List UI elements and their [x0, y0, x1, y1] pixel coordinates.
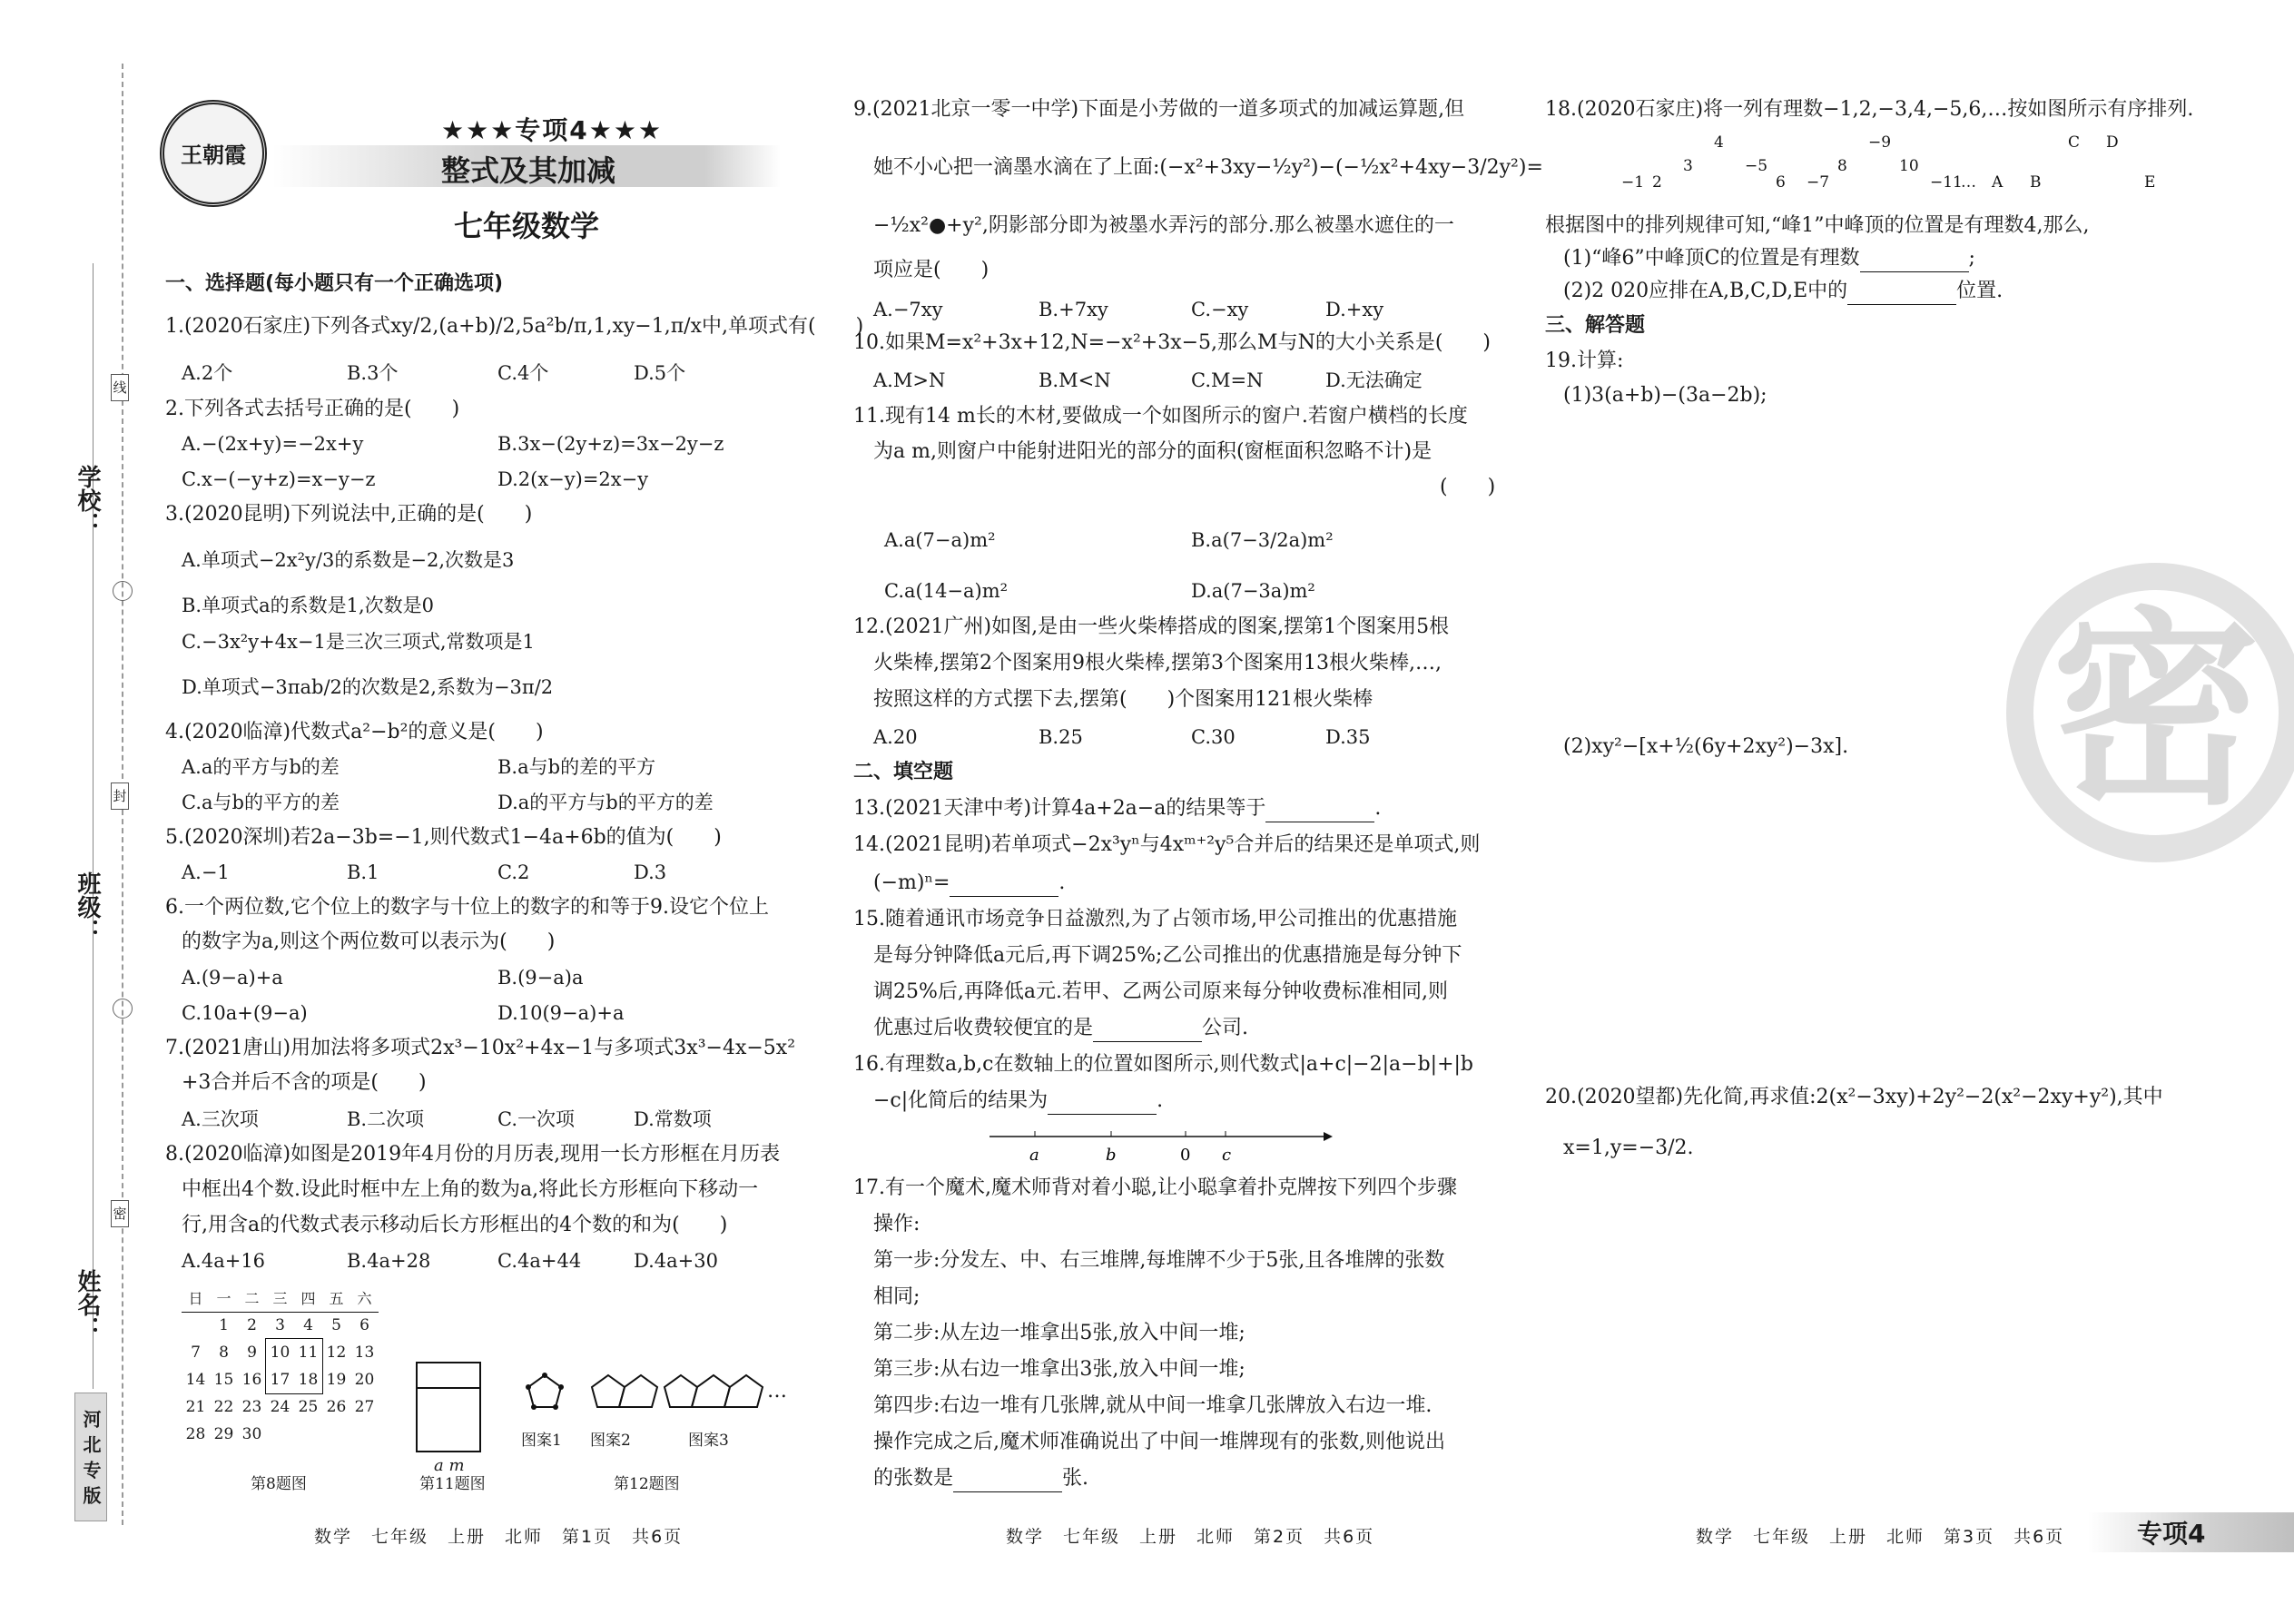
option: D.单项式−3πab/2的次数是2,系数为−3π/2 [182, 676, 554, 698]
calendar-cell: 6 [359, 1316, 369, 1335]
option: B.+7xy [1039, 299, 1108, 320]
header-badge: ★★★专项4★★★ [441, 115, 664, 145]
question-line: 7.(2021唐山)用加法将多项式2x³−10x²+4x−1与多项式3x³−4x−5x² [165, 1037, 796, 1059]
question-line: 10.如果M=x²+3x+12,N=−x²+3x−5,那么M与N的大小关系是( ) [853, 331, 1491, 354]
option: B.单项式a的系数是1,次数是0 [182, 595, 435, 616]
question-line: (1)“峰6”中峰顶C的位置是有理数 ; [1563, 245, 1975, 272]
calendar-cell: 1 [219, 1316, 229, 1335]
calendar-cell: 11 [298, 1343, 319, 1362]
corner-tag: 专项4 [2137, 1519, 2206, 1549]
axis-label: a [1029, 1146, 1039, 1165]
question-line: 13.(2021天津中考)计算4a+2a−a的结果等于 . [853, 795, 1381, 822]
sequence-term: −9 [1868, 133, 1892, 152]
calendar-cell: 5 [331, 1316, 341, 1335]
axis-label: b [1106, 1146, 1117, 1165]
question-line: 为a m,则窗户中能射进阳光的部分的面积(窗框面积忽略不计)是 [873, 440, 1433, 463]
question-line: 17.有一个魔术,魔术师背对着小聪,让小聪拿着扑克牌按下列四个步骤 [853, 1176, 1457, 1199]
option: C.−3x²y+4x−1是三次三项式,常数项是1 [182, 631, 535, 653]
question-line: 操作完成之后,魔术师准确说出了中间一堆牌现有的张数,则他说出 [873, 1431, 1445, 1453]
option: D.2(x−y)=2x−y [497, 468, 649, 490]
sequence-term: A [1992, 173, 2004, 192]
question-line: 5.(2020深圳)若2a−3b=−1,则代数式1−4a+6b的值为( ) [165, 826, 722, 849]
question-line: 20.(2020望都)先化简,再求值:2(x²−3xy)+2y²−2(x²−2xy+y²),其中 [1545, 1086, 2163, 1108]
calendar-cell: 9 [247, 1343, 257, 1362]
option: A.4a+16 [182, 1250, 266, 1272]
question-line: −½x²●+y²,阴影部分即为被墨水弄污的部分.那么被墨水遮住的一 [873, 214, 1454, 237]
question-line: 11.现有14 m长的木材,要做成一个如图所示的窗户.若窗户横档的长度 [853, 405, 1468, 428]
calendar-row [182, 1393, 379, 1421]
calendar-cell: 一 [210, 1284, 238, 1312]
question-line: 3.(2020昆明)下列说法中,正确的是( ) [165, 503, 533, 526]
question-line: 19.计算: [1545, 349, 1624, 372]
calendar-cell: 4 [303, 1316, 313, 1335]
question-line: 9.(2021北京一零一中学)下面是小芳做的一道多项式的加减运算题,但 [853, 98, 1465, 121]
question-line: 她不小心把一滴墨水滴在了上面:(−x²+3xy−½y²)−(−½x²+4xy−3/2y²)= [873, 156, 1543, 179]
calendar-cell [182, 1312, 210, 1339]
watermark-seal: 密 [2006, 563, 2294, 862]
calendar-cell: 三 [266, 1284, 294, 1312]
section-heading: 二、填空题 [853, 761, 954, 783]
question-line: 2.下列各式去括号正确的是( ) [165, 398, 460, 420]
option: D.+xy [1325, 299, 1384, 320]
window-label: a m [434, 1456, 465, 1475]
calendar-cell: 24 [270, 1398, 290, 1416]
calendar-cell: 20 [354, 1371, 375, 1389]
question-line: 行,用含a的代数式表示移动后长方形框出的4个数的和为( ) [182, 1214, 728, 1236]
calendar-cell: 29 [213, 1425, 234, 1443]
calendar-cell: 22 [213, 1398, 234, 1416]
number-line-figure [980, 1122, 1334, 1167]
calendar-cell: 12 [326, 1343, 347, 1362]
option: A.−(2x+y)=−2x+y [182, 433, 364, 455]
option: C.10a+(9−a) [182, 1002, 308, 1024]
question-line: 16.有理数a,b,c在数轴上的位置如图所示,则代数式|a+c|−2|a−b|+|b [853, 1053, 1474, 1076]
calendar-cell: 四 [294, 1284, 322, 1312]
calendar-cell: 14 [185, 1371, 206, 1389]
option: C.−xy [1191, 299, 1249, 320]
question-line: (−m)ⁿ= . [873, 870, 1065, 897]
sequence-figure [1618, 129, 2181, 202]
question-line: 的数字为a,则这个两位数可以表示为( ) [182, 930, 556, 953]
question-line: 第四步:右边一堆有几张牌,就从中间一堆拿几张牌放入右边一堆. [873, 1394, 1433, 1417]
calendar-cell [294, 1421, 322, 1448]
calendar-cell: 28 [185, 1425, 206, 1443]
calendar-cell: 23 [241, 1398, 262, 1416]
option: B.二次项 [347, 1108, 425, 1130]
calendar-cell: 8 [219, 1343, 229, 1362]
question-line: 项应是( ) [873, 259, 989, 281]
sequence-term: B [2030, 173, 2042, 192]
option: D.35 [1325, 726, 1371, 748]
option: B.25 [1039, 726, 1083, 748]
question-line: 的张数是 张. [873, 1465, 1088, 1492]
option: A.−7xy [873, 299, 943, 320]
figure-caption: 第11题图 [419, 1475, 486, 1493]
question-line: 6.一个两位数,它个位上的数字与十位上的数字的和等于9.设它个位上 [165, 896, 769, 919]
option: B.3个 [347, 362, 399, 384]
sequence-term: −5 [1745, 157, 1768, 175]
page-footer: 数学 七年级 上册 北师 第1页 共6页 [314, 1527, 684, 1547]
calendar-cell: 17 [270, 1371, 290, 1389]
option: B.a(7−3/2a)m² [1191, 529, 1334, 551]
name-label: 姓名： [74, 1269, 101, 1340]
calendar-cell [322, 1421, 350, 1448]
question-line: 12.(2021广州)如图,是由一些火柴棒搭成的图案,摆第1个图案用5根 [853, 615, 1450, 638]
option: D.10(9−a)+a [497, 1002, 625, 1024]
option: D.无法确定 [1325, 369, 1423, 391]
section-heading: 一、选择题(每小题只有一个正确选项) [165, 272, 504, 295]
option: C.一次项 [497, 1108, 575, 1130]
option: B.3x−(2y+z)=3x−2y−z [497, 433, 724, 455]
question-line: 第三步:从右边一堆拿出3张,放入中间一堆; [873, 1358, 1245, 1381]
question-line: 18.(2020石家庄)将一列有理数−1,2,−3,4,−5,6,…按如图所示有序排列. [1545, 98, 2194, 121]
option: B.4a+28 [347, 1250, 431, 1272]
calendar-cell: 16 [241, 1371, 262, 1389]
sequence-term: −7 [1807, 173, 1830, 192]
calendar-cell: 30 [241, 1425, 262, 1443]
question-line: ( ) [1440, 476, 1496, 498]
option: B.(9−a)a [497, 967, 584, 989]
option: D.5个 [634, 362, 686, 384]
question-line: 按照这样的方式摆下去,摆第( )个图案用121根火柴棒 [873, 688, 1373, 711]
question-line: x=1,y=−3/2. [1563, 1137, 1694, 1159]
calendar-cell: 26 [326, 1398, 347, 1416]
calendar-row [182, 1312, 379, 1339]
class-label: 班级： [74, 871, 101, 942]
figure-caption: 第8题图 [251, 1475, 307, 1493]
figure-caption: 第12题图 [614, 1475, 680, 1493]
binder-mark-xian: 线 [111, 374, 129, 401]
region-badge: 河北专版 [74, 1393, 107, 1521]
pattern-label: 图案3 [688, 1432, 729, 1450]
question-line: (2)xy²−[x+½(6y+2xy²)−3x]. [1563, 735, 1849, 758]
sequence-term: 10 [1899, 157, 1919, 175]
sequence-term: −1 [1621, 173, 1645, 192]
option: A.M>N [873, 369, 946, 391]
binder-hole-icon [113, 999, 133, 1019]
option: A.(9−a)+a [182, 967, 283, 989]
calendar-cell: 21 [185, 1398, 206, 1416]
sequence-term: E [2144, 173, 2156, 192]
calendar-cell: 18 [298, 1371, 319, 1389]
calendar-cell: 25 [298, 1398, 319, 1416]
brand-logo: 王朝霞 [160, 100, 267, 207]
school-label: 学校： [74, 465, 101, 536]
calendar-row [182, 1421, 379, 1448]
option: C.4个 [497, 362, 549, 384]
axis-label: c [1222, 1146, 1232, 1165]
option: C.a(14−a)m² [884, 580, 1009, 602]
page-footer: 数学 七年级 上册 北师 第2页 共6页 [1006, 1527, 1375, 1547]
question-line: 火柴棒,摆第2个图案用9根火柴棒,摆第3个图案用13根火柴棒,…, [873, 652, 1442, 674]
question-line: (2)2 020应排在A,B,C,D,E中的 位置. [1563, 278, 2003, 305]
option: B.1 [347, 861, 379, 883]
sequence-term: 2 [1652, 173, 1662, 192]
sequence-term: 3 [1683, 157, 1693, 175]
binder-hole-icon [113, 581, 133, 601]
sequence-term: 6 [1776, 173, 1786, 192]
calendar-cell: 19 [326, 1371, 347, 1389]
option: B.M<N [1039, 369, 1111, 391]
section-heading: 三、解答题 [1545, 314, 1646, 337]
pattern-label: 图案1 [521, 1432, 562, 1450]
option: D.3 [634, 861, 667, 883]
option: B.a与b的差的平方 [497, 756, 656, 778]
question-line: 相同; [873, 1285, 921, 1308]
calendar-cell: 2 [247, 1316, 257, 1335]
option: A.三次项 [182, 1108, 259, 1130]
page-footer: 数学 七年级 上册 北师 第3页 共6页 [1696, 1527, 2065, 1547]
pattern-ellipsis: … [767, 1380, 787, 1403]
binder-mark-mi: 密 [111, 1200, 129, 1227]
calendar-cell: 二 [238, 1284, 266, 1312]
question-line: 4.(2020临漳)代数式a²−b²的意义是( ) [165, 721, 544, 743]
calendar-cell [266, 1421, 294, 1448]
sequence-term: … [1961, 173, 1976, 192]
binder-mark-feng: 封 [111, 782, 129, 810]
calendar-cell: 7 [191, 1343, 201, 1362]
calendar-frame [265, 1338, 323, 1394]
question-line: 调25%后,再降低a元.若甲、乙两公司原来每分钟收费标准相同,则 [873, 980, 1448, 1003]
calendar-cell: 27 [354, 1398, 375, 1416]
option: C.x−(−y+z)=x−y−z [182, 468, 376, 490]
calendar-cell: 3 [275, 1316, 285, 1335]
calendar-cell: 六 [350, 1284, 379, 1312]
option: A.−1 [182, 861, 230, 883]
calendar-cell: 13 [354, 1343, 375, 1362]
question-line: +3合并后不含的项是( ) [182, 1071, 427, 1094]
calendar-cell: 15 [213, 1371, 234, 1389]
question-line: 中框出4个数.设此时框中左上角的数为a,将此长方形框向下移动一 [182, 1178, 759, 1201]
question-line: 14.(2021昆明)若单项式−2x³yⁿ与4xᵐ⁺²y⁵合并后的结果还是单项式,则 [853, 833, 1481, 856]
question-line: 优惠过后收费较便宜的是 公司. [873, 1015, 1248, 1042]
calendar-cell: 日 [182, 1284, 210, 1312]
question-line: 操作: [873, 1213, 921, 1235]
sequence-term: C [2068, 133, 2081, 152]
question-line: 根据图中的排列规律可知,“峰1”中峰顶的位置是有理数4,那么, [1545, 214, 2090, 237]
question-line: 第二步:从左边一堆拿出5张,放入中间一堆; [873, 1322, 1245, 1344]
option: A.a的平方与b的差 [182, 756, 340, 778]
question-line: 1.(2020石家庄)下列各式xy/2,(a+b)/2,5a²b/π,1,xy−1,π/x中,单项式有( ) [165, 315, 864, 338]
question-line: 15.随着通讯市场竞争日益激烈,为了占领市场,甲公司推出的优惠措施 [853, 908, 1457, 930]
option: C.a与b的平方的差 [182, 792, 340, 813]
calendar-row [182, 1284, 379, 1312]
calendar-cell [350, 1421, 379, 1448]
option: A.a(7−a)m² [884, 529, 996, 551]
option: C.2 [497, 861, 530, 883]
option: C.M=N [1191, 369, 1264, 391]
question-line: (1)3(a+b)−(3a−2b); [1563, 384, 1767, 407]
question-line: 8.(2020临漳)如图是2019年4月份的月历表,现用一长方形框在月历表 [165, 1143, 781, 1166]
pattern-label: 图案2 [590, 1432, 631, 1450]
sequence-term: −11 [1930, 173, 1963, 192]
option: D.常数项 [634, 1108, 712, 1130]
axis-label: 0 [1180, 1146, 1191, 1165]
calendar-cell: 五 [322, 1284, 350, 1312]
page-title: 整式及其加减 [441, 153, 616, 188]
calendar-cell: 10 [270, 1343, 290, 1362]
sequence-term: 4 [1714, 133, 1724, 152]
window-figure [416, 1362, 481, 1452]
page-subtitle: 七年级数学 [454, 209, 600, 243]
question-line: 第一步:分发左、中、右三堆牌,每堆牌不少于5张,且各堆牌的张数 [873, 1249, 1445, 1272]
sequence-term: D [2106, 133, 2119, 152]
option: A.2个 [182, 362, 233, 384]
question-line: −c|化简后的结果为 . [873, 1088, 1163, 1115]
binding-line-outer [93, 263, 94, 1389]
option: D.a(7−3a)m² [1191, 580, 1315, 602]
option: D.a的平方与b的平方的差 [497, 792, 714, 813]
option: A.单项式−2x²y/3的系数是−2,次数是3 [182, 549, 515, 571]
option: A.20 [873, 726, 918, 748]
option: D.4a+30 [634, 1250, 718, 1272]
option: C.4a+44 [497, 1250, 582, 1272]
question-line: 是每分钟降低a元后,再下调25%;乙公司推出的优惠措施是每分钟下 [873, 944, 1462, 967]
option: C.30 [1191, 726, 1236, 748]
sequence-term: 8 [1837, 157, 1847, 175]
